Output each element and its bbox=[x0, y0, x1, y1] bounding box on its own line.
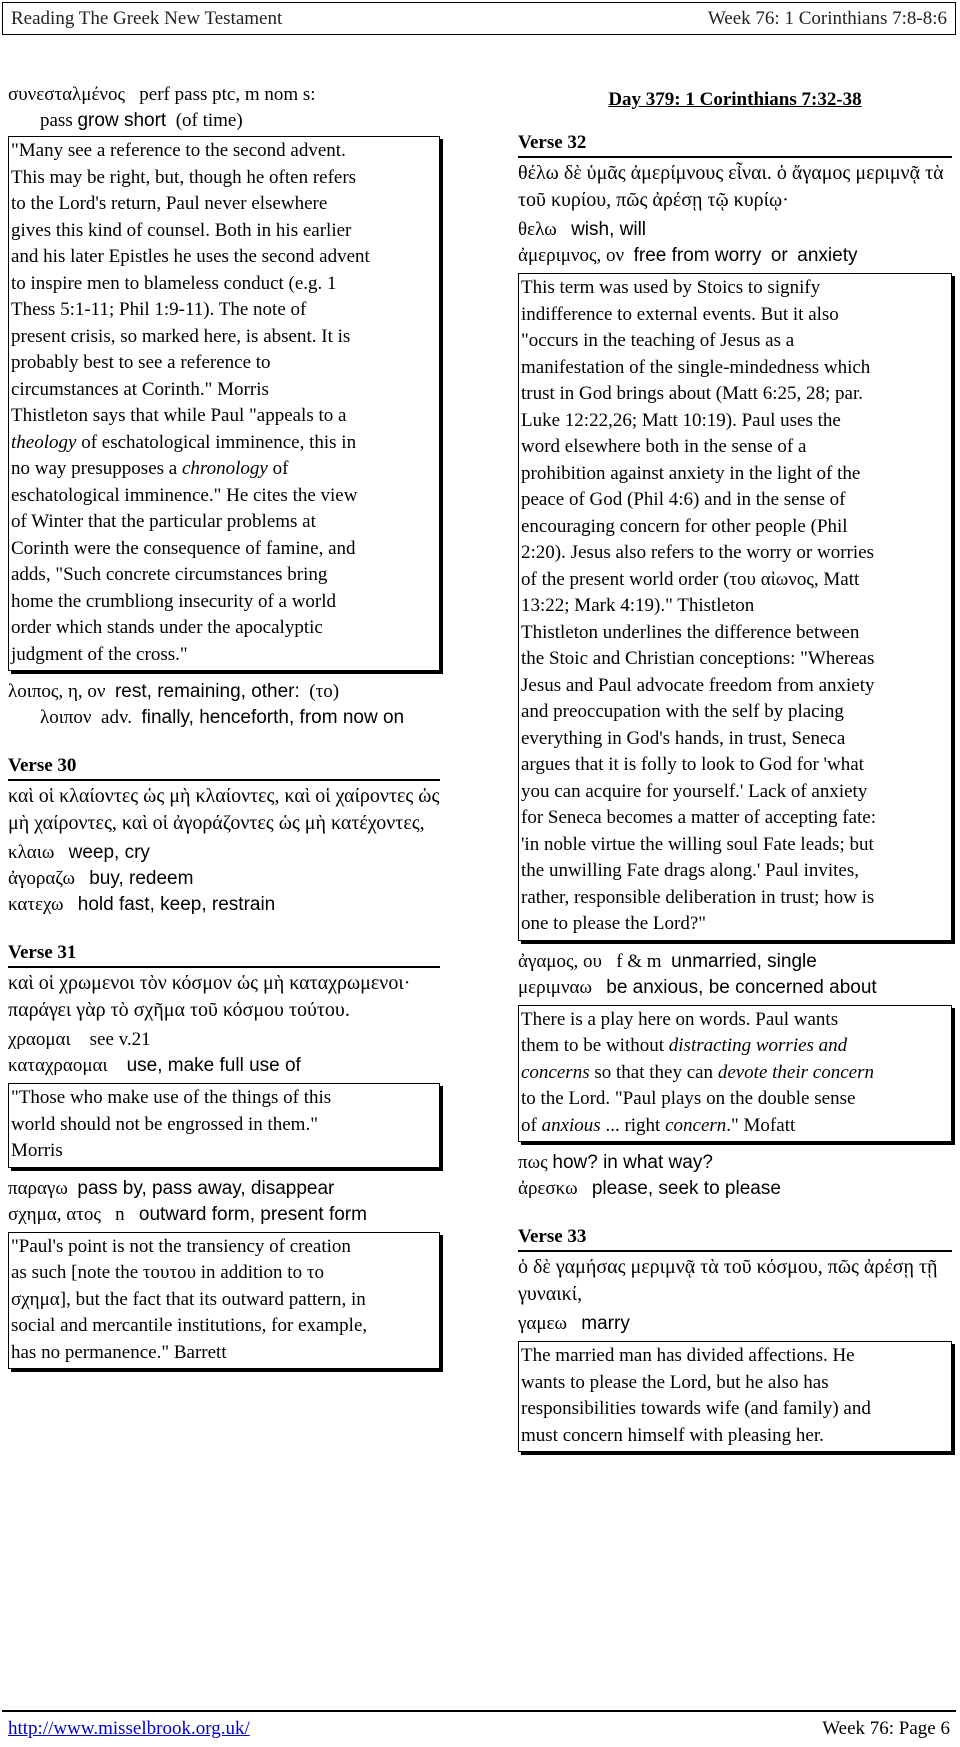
day-heading: Day 379: 1 Corinthians 7:32-38 bbox=[608, 89, 862, 110]
verse-heading: Verse 30 bbox=[8, 753, 440, 781]
page-footer bbox=[2, 1710, 956, 1742]
vocab-entry: γαμεω marry bbox=[518, 1313, 630, 1334]
greek-text: καὶ οἱ χρωμενοι τὸν κόσμον ὡς μὴ καταχρωμενοι· παράγει γὰρ τὸ σχῆμα τοῦ κόσμου τούτου. bbox=[8, 972, 411, 1021]
page-header bbox=[2, 2, 956, 35]
right-column bbox=[518, 88, 952, 1460]
page-number: Week 76: Page 6 bbox=[822, 1718, 950, 1739]
verse-heading: Verse 32 bbox=[518, 130, 952, 158]
vocab-entry: ἀγαμος, ου f & m unmarried, single bbox=[518, 950, 817, 972]
site-link[interactable]: http://www.misselbrook.org.uk/ bbox=[8, 1718, 250, 1739]
vocab-entry: κλαιω weep, cry bbox=[8, 842, 150, 863]
header-week: Week 76: 1 Corinthians 7:8-8:6 bbox=[707, 7, 947, 29]
commentary-box: The married man has divided affections. He wants to please the Lord, but he also has responsibilities towards wife (and family) and must concern himself with pleasing her. bbox=[518, 1341, 952, 1452]
vocab-entry: ἀγοραζω buy, redeem bbox=[8, 868, 194, 889]
vocab-entry: μεριμναω be anxious, be concerned about bbox=[518, 976, 877, 998]
commentary-box: "Many see a reference to the second advent. This may be right, but, though he often refers to the Lord's return, Paul never elsewhere gives this kind of counsel. Both in his earlier and his later Epistles he uses the second advent to inspire men to blameless conduct (e.g. 1 Thess 5:1-11; Phil 1:9-11). The note of present crisis, so marked here, is absent. It is probably best to see a reference to circumstances at Corinth." Morris Thistleton says that while Paul "appeals to a theology of eschatological imminence, this in no way presupposes a chronology of eschatological imminence." He cites the view of Winter that the particular problems at Corinth were the consequence of famine, and adds, "Such concrete circumstances bring home the crumbliong insecurity of a world order which stands under the apocalyptic judgment of the cross." bbox=[8, 136, 440, 671]
vocab-entry: καταχραομαι use, make full use of bbox=[8, 1055, 301, 1076]
verse-heading: Verse 33 bbox=[518, 1224, 952, 1252]
greek-text: θέλω δὲ ὑμᾶς ἀμερίμνους εἶναι. ὁ ἄγαμος μεριμνᾷ τὰ τοῦ κυρίου, πῶς ἀρέσῃ τῷ κυρίῳ· bbox=[518, 162, 944, 211]
vocab-entry: παραγω pass by, pass away, disappear bbox=[8, 1177, 335, 1199]
vocab-entry: ἀμεριμνος, ον free from worry or anxiety bbox=[518, 245, 858, 266]
commentary-box: "Those who make use of the things of this world should not be engrossed in them." Morris bbox=[8, 1083, 440, 1168]
vocab-entry: πως how? in what way? bbox=[518, 1152, 713, 1173]
greek-text: καὶ οἱ κλαίοντες ὡς μὴ κλαίοντες, καὶ οἱ χαίροντες ὡς μὴ χαίροντες, καὶ οἱ ἀγοράζοντες ὡς μὴ κατέχοντες, bbox=[8, 785, 440, 834]
vocab-entry: σχημα, ατος n outward form, present form bbox=[8, 1203, 367, 1225]
vocab-entry: κατεχω hold fast, keep, restrain bbox=[8, 894, 276, 915]
vocab-entry: λοιπος, η, ον rest, remaining, other: (το) λοιπον adv. finally, henceforth, from now on bbox=[8, 681, 405, 728]
verse-heading: Verse 31 bbox=[8, 940, 440, 968]
vocab-entry: συνεσταλμένος perf pass ptc, m nom s: pass grow short (of time) bbox=[8, 84, 316, 131]
commentary-box: "Paul's point is not the transiency of creation as such [note the τουτου in addition to το σχημα], but the fact that its outward pattern, in social and mercantile institutions, for example, has no permanence." Barrett bbox=[8, 1232, 440, 1370]
commentary-box: This term was used by Stoics to signify indifference to external events. But it also "occurs in the teaching of Jesus as a manifestation of the single-mindedness which trust in God brings about (Matt 6:25, 28; par. Luke 12:22,26; Matt 10:19). Paul uses the word elsewhere both in the sense of a prohibition against anxiety in the light of the peace of God (Phil 4:6) and in the sense of encouraging concern for other people (Phil 2:20). Jesus also refers to the worry or worries of the present world order (του αἰωνος, Matt 13:22; Mark 4:19)." Thistleton Thistleton underlines the difference between the Stoic and Christian conceptions: "Whereas Jesus and Paul advocate freedom from anxiety and preoccupation with the self by placing everything in God's hands, in trust, Seneca argues that it is folly to look to God for 'what you can acquire for yourself.' Lack of anxiety for Seneca becomes a matter of accepting fate: 'in noble virtue the willing soul Fate leads; but the unwilling Fate drags along.' Paul invites, rather, responsible deliberation in trust; how is one to please the Lord?" bbox=[518, 273, 952, 941]
vocab-entry: χραομαι see v.21 bbox=[8, 1029, 151, 1050]
commentary-box: There is a play here on words. Paul wants them to be without distracting worries and concerns so that they can devote their concern to the Lord. "Paul plays on the double sense of anxious ... right concern." Mofatt bbox=[518, 1005, 952, 1143]
greek-text: ὁ δὲ γαμήσας μεριμνᾷ τὰ τοῦ κόσμου, πῶς ἀρέσῃ τῇ γυναικί, bbox=[518, 1256, 938, 1305]
vocab-entry: ἀρεσκω please, seek to please bbox=[518, 1178, 781, 1199]
header-title: Reading The Greek New Testament bbox=[11, 7, 283, 29]
vocab-entry: θελω wish, will bbox=[518, 219, 647, 240]
left-column bbox=[8, 82, 440, 1377]
